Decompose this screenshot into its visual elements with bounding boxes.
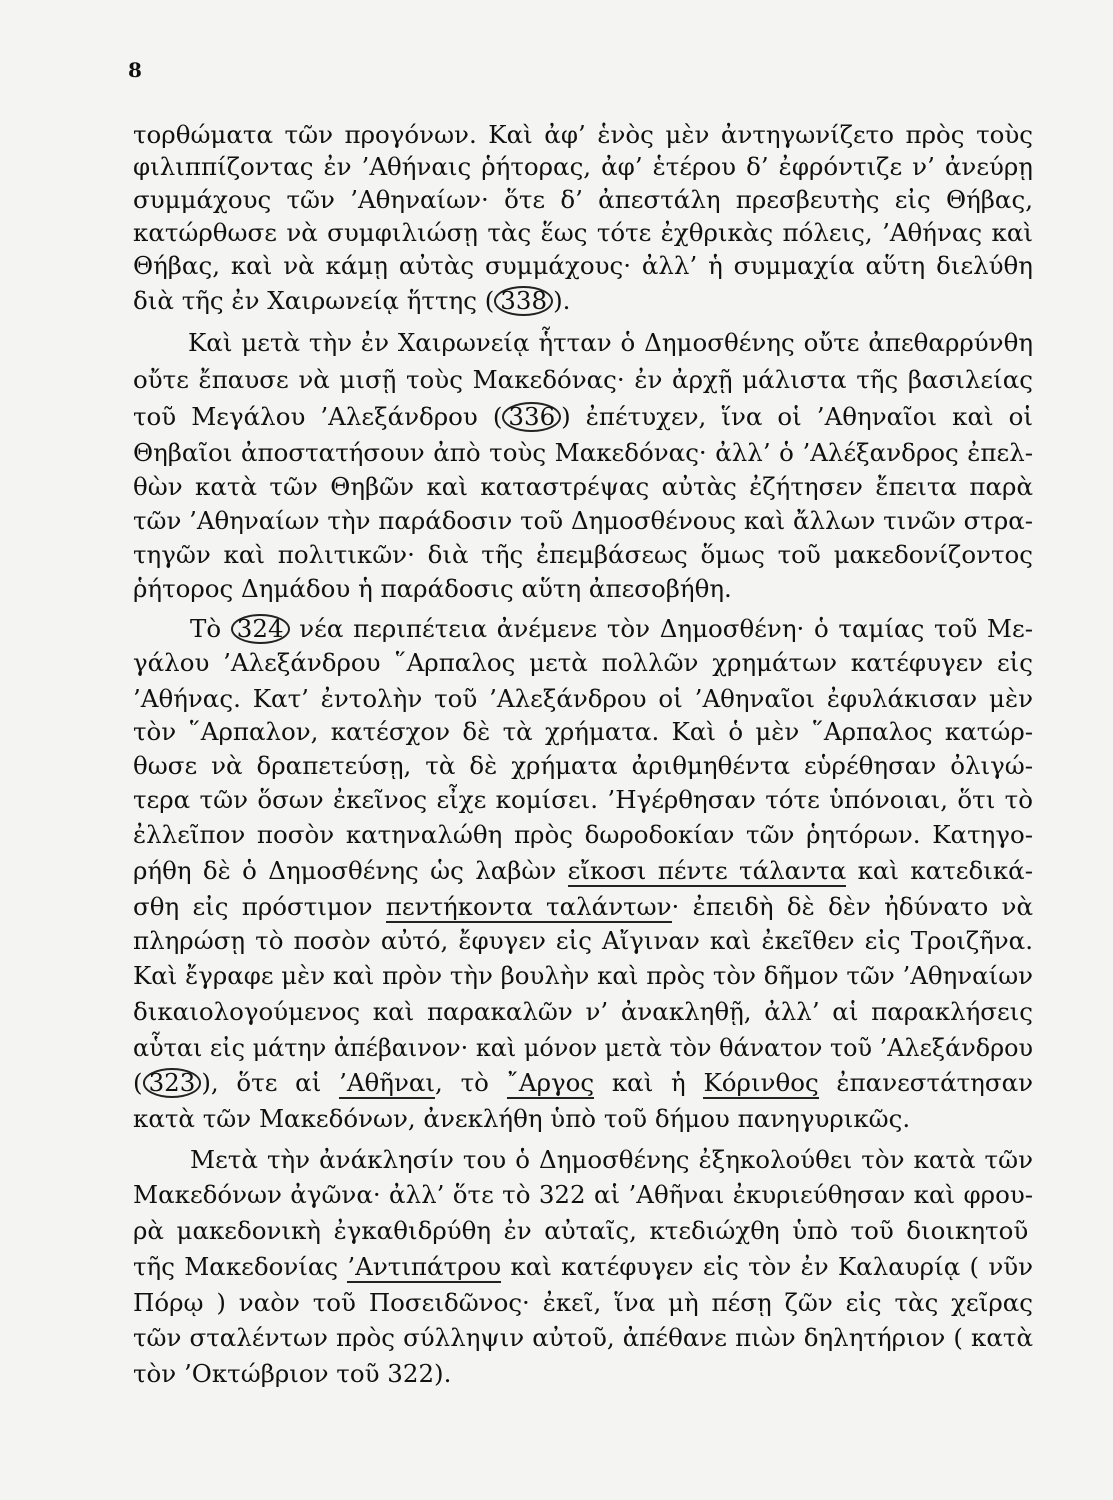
text-segment: Θηβαῖοι ἀποστατήσουν ἀπὸ τοὺς Μακεδόνας· ἀλλ’ ὁ ’Αλέξανδρος ἐπελ- — [133, 438, 1033, 467]
text-line — [133, 152, 1033, 182]
text-line — [133, 820, 1033, 850]
underlined-text: πεντήκοντα ταλάντων — [385, 892, 672, 921]
text-line — [133, 365, 1033, 395]
text-segment: ). — [553, 286, 571, 315]
text-line — [133, 1288, 1033, 1318]
text-segment: Καὶ μετὰ τὴν ἐν Χαιρωνείᾳ ἧτταν ὁ Δημοσθένης οὔτε ἀπεθαρρύνθη — [188, 328, 1033, 357]
text-line — [133, 684, 1033, 714]
circled-year: 323 — [143, 1068, 202, 1098]
text-segment: δικαιολογούμενος καὶ παρακαλῶν ν’ ἀνακληθῇ, ἀλλ’ αἱ παρακλήσεις — [133, 997, 1033, 1026]
text-segment: Καὶ ἔγραφε μὲν καὶ πρὸν τὴν βουλὴν καὶ πρὸς τὸν δῆμον τῶν ’Αθηναίων — [133, 961, 1033, 990]
text-line — [133, 286, 570, 316]
text-segment: Θήβας, καὶ νὰ κάμῃ αὐτὰς συμμάχους· ἀλλ’ ἡ συμμαχία αὕτη διελύθη — [133, 251, 1033, 280]
text-line — [133, 1033, 1033, 1063]
text-line — [133, 997, 1033, 1027]
text-segment: συμμάχους τῶν ’Αθηναίων· ὅτε δ’ ἀπεστάλη πρεσβευτὴς εἰς Θήβας, — [133, 185, 1033, 214]
text-segment: φιλιππίζοντας ἐν ’Αθήναις ῥήτορας, ἀφ’ ἑτέρου δ’ ἐφρόντιζε ν’ ἀνεύρῃ — [133, 152, 1033, 181]
text-line — [133, 785, 1033, 815]
text-segment: νέα περιπέτεια ἀνέμενε τὸν Δημοσθένη· ὁ ταμίας τοῦ Με- — [289, 614, 1033, 643]
text-line — [133, 402, 1033, 432]
text-segment: τῆς Μακεδονίας — [133, 1252, 348, 1281]
text-segment: καὶ ἡ — [594, 1068, 704, 1097]
text-segment: τὸν ῞Αρπαλον, κατέσχον δὲ τὰ χρήματα. Καὶ ὁ μὲν ῞Αρπαλος κατώρ- — [133, 717, 1033, 746]
text-segment: κατώρθωσε νὰ συμφιλιώσῃ τὰς ἕως τότε ἐχθρικὰς πόλεις, ’Αθήνας καὶ — [133, 218, 1033, 247]
text-segment: ἐπανεστάτησαν — [818, 1068, 1034, 1097]
text-line — [188, 328, 1033, 358]
text-segment: τῶν σταλέντων πρὸς σύλληψιν αὐτοῦ, ἀπέθανε πιὼν δηλητήριον ( κατὰ — [133, 1323, 1033, 1352]
text-segment: ), ὅτε αἱ — [201, 1068, 340, 1097]
text-segment: θὼν κατὰ τῶν Θηβῶν καὶ καταστρέψας αὐτὰς ἐζήτησεν ἔπειτα παρὰ — [133, 472, 1033, 501]
text-line — [133, 1068, 1033, 1098]
text-segment: τὸν ’Οκτώβριον τοῦ 322). — [133, 1359, 452, 1388]
text-segment: ’Αθήνας. Κατ’ ἐντολὴν τοῦ ’Αλεξάνδρου οἱ ’Αθηναῖοι ἐφυλάκισαν μὲν — [133, 684, 1033, 713]
text-segment: κατὰ τῶν Μακεδόνων, ἀνεκλήθη ὑπὸ τοῦ δήμου πανηγυρικῶς. — [133, 1104, 911, 1133]
text-segment: τορθώματα τῶν προγόνων. Καὶ ἀφ’ ἑνὸς μὲν ἀντηγωνίζετο πρὸς τοὺς — [133, 120, 1033, 149]
text-segment: τηγῶν καὶ πολιτικῶν· διὰ τῆς ἐπεμβάσεως ὅμως τοῦ μακεδονίζοντος — [133, 540, 1033, 569]
text-line — [133, 1104, 910, 1134]
text-segment: σθη εἰς πρόστιμον — [133, 892, 386, 921]
text-line — [133, 251, 1033, 281]
text-line — [133, 185, 1033, 215]
underlined-text: ῎Αργος — [506, 1068, 595, 1097]
text-line — [133, 961, 1033, 991]
text-segment: · ἐπειδὴ δὲ δὲν ἠδύνατο νὰ — [671, 892, 1033, 921]
text-segment: ρήθη δὲ ὁ Δημοσθένης ὡς λαβὼν — [133, 856, 568, 885]
text-segment: ) ἐπέτυχεν, ἵνα οἱ ’Αθηναῖοι καὶ οἱ — [561, 402, 1033, 431]
text-line — [133, 892, 1033, 922]
text-segment: , τὸ — [435, 1068, 507, 1097]
text-segment: Τὸ — [190, 614, 231, 643]
text-segment: αὗται εἰς μάτην ἀπέβαινον· καὶ μόνον μετὰ τὸν θάνατον τοῦ ’Αλεξάνδρου — [133, 1033, 1033, 1062]
text-segment: τῶν ’Αθηναίων τὴν παράδοσιν τοῦ Δημοσθένους καὶ ἄλλων τινῶν στρα- — [133, 506, 1033, 535]
text-segment: Πόρῳ ) ναὸν τοῦ Ποσειδῶνος· ἐκεῖ, ἵνα μὴ πέσῃ ζῶν εἰς τὰς χεῖρας — [133, 1288, 1033, 1317]
text-segment: πληρώσῃ τὸ ποσὸν αὐτό, ἔφυγεν εἰς Αἴγιναν καὶ ἐκεῖθεν εἰς Τροιζῆνα. — [133, 926, 1033, 955]
text-segment: θωσε νὰ δραπετεύσῃ, τὰ δὲ χρήματα ἀριθμηθέντα εὑρέθησαν ὀλιγώ- — [133, 751, 1033, 780]
underlined-text: ’Αντιπάτρου — [347, 1252, 502, 1281]
text-line — [133, 1216, 1028, 1246]
text-segment: διὰ τῆς ἐν Χαιρωνείᾳ ἥττης ( — [133, 286, 495, 315]
underlined-text: Κόρινθος — [703, 1068, 819, 1097]
text-segment: καὶ κατέφυγεν εἰς τὸν ἐν Καλαυρίᾳ ( νῦν — [501, 1252, 1034, 1281]
text-line — [133, 856, 1033, 886]
underlined-text: εἴκοσι πέντε τάλαντα — [567, 856, 847, 885]
text-line — [133, 1359, 451, 1389]
text-line — [133, 472, 1033, 502]
text-segment: Μετὰ τὴν ἀνάκλησίν του ὁ Δημοσθένης ἐξηκολούθει τὸν κατὰ τῶν — [190, 1145, 1033, 1174]
circled-year: 336 — [502, 402, 561, 432]
text-line — [133, 574, 732, 604]
text-line — [133, 1323, 1033, 1353]
text-line — [190, 614, 1033, 644]
page-number: 8 — [128, 58, 142, 82]
text-line — [133, 120, 1033, 150]
text-line — [133, 438, 1033, 468]
text-line — [133, 648, 1033, 678]
text-segment: τερα τῶν ὅσων ἐκεῖνος εἶχε κομίσει. ’Ηγέρθησαν τότε ὑπόνοιαι, ὅτι τὸ — [133, 785, 1033, 814]
text-line — [133, 751, 1033, 781]
text-line — [133, 540, 1033, 570]
text-segment: ρὰ μακεδονικὴ ἐγκαθιδρύθη ἐν αὐταῖς, κτεδιώχθη ὑπὸ τοῦ διοικητοῦ — [133, 1216, 1029, 1245]
text-segment: γάλου ’Αλεξάνδρου ῞Αρπαλος μετὰ πολλῶν χρημάτων κατέφυγεν εἰς — [133, 648, 1033, 677]
underlined-text: ’Αθῆναι — [339, 1068, 436, 1097]
text-line — [190, 1145, 1033, 1175]
text-segment: τοῦ Μεγάλου ’Αλεξάνδρου ( — [133, 402, 503, 431]
text-line — [133, 218, 1033, 248]
text-segment: καὶ κατεδικά- — [846, 856, 1033, 885]
text-line — [133, 506, 1033, 536]
text-line — [133, 717, 1033, 747]
text-line — [133, 1252, 1033, 1282]
text-line — [133, 1180, 1033, 1210]
text-line — [133, 926, 1033, 956]
text-segment: ῥήτορος Δημάδου ἡ παράδοσις αὕτη ἀπεσοβήθη. — [133, 574, 732, 603]
text-segment: ( — [133, 1068, 143, 1097]
circled-year: 338 — [494, 286, 553, 316]
text-segment: ἐλλεῖπον ποσὸν κατηναλώθη πρὸς δωροδοκίαν τῶν ῥητόρων. Κατηγο- — [133, 820, 1033, 849]
text-segment: οὔτε ἔπαυσε νὰ μισῇ τοὺς Μακεδόνας· ἐν ἀρχῇ μάλιστα τῆς βασιλείας — [133, 365, 1033, 394]
text-segment: Μακεδόνων ἀγῶνα· ἀλλ’ ὅτε τὸ 322 αἱ ’Αθῆναι ἐκυριεύθησαν καὶ φρου- — [133, 1180, 1033, 1209]
circled-year: 324 — [231, 614, 290, 644]
